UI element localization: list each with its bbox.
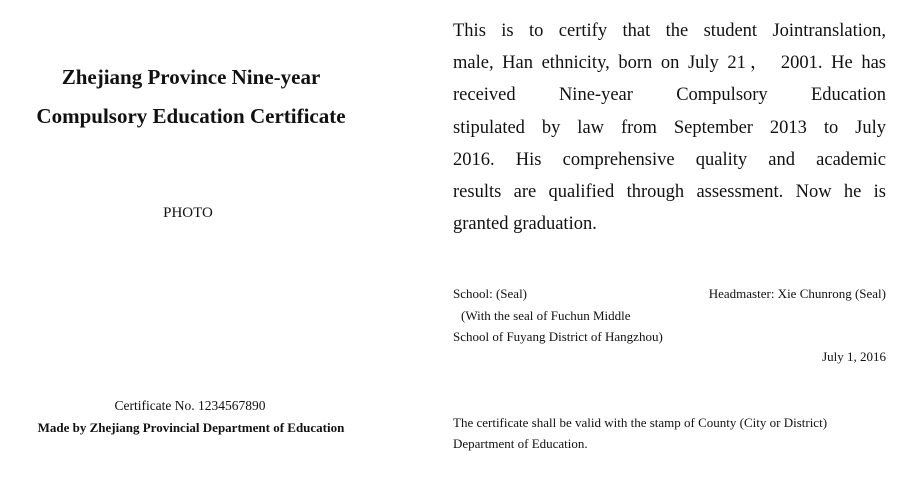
statement-line: granted graduation. — [453, 214, 597, 235]
certificate-title-line-1: Zhejiang Province Nine-year — [61, 65, 321, 89]
issuer-line: Made by Zhejiang Provincial Department of Education — [37, 420, 345, 435]
statement-line: male, Han ethnicity, born on July 21， 2001. He has — [453, 53, 886, 74]
school-seal-label: School: (Seal) — [453, 286, 528, 301]
validity-line-2: Department of Education. — [453, 436, 588, 451]
validity-note — [453, 412, 886, 454]
photo-placeholder: PHOTO — [163, 205, 213, 221]
statement-line: This is to certify that the student Jointranslation, — [453, 21, 886, 41]
certificate-title-line-2: Compulsory Education Certificate — [36, 104, 346, 128]
seal-note-line-1: (With the seal of Fuchun Middle — [461, 308, 631, 323]
statement-line: 2016. His comprehensive quality and academic — [453, 149, 886, 170]
certification-statement — [453, 15, 886, 240]
certificate-title — [0, 58, 382, 136]
validity-line-1: The certificate shall be valid with the stamp of County (City or District) — [453, 415, 828, 430]
statement-line: results are qualified through assessment. Now he is — [453, 182, 886, 203]
issue-date: July 1, 2016 — [822, 349, 886, 364]
statement-line: stipulated by law from September 2013 to July — [453, 117, 886, 138]
headmaster-signature: Headmaster: Xie Chunrong (Seal) — [708, 286, 886, 301]
certificate-number: Certificate No. 1234567890 — [114, 398, 266, 413]
certificate-right-page — [453, 0, 886, 492]
certificate-left-page — [0, 0, 410, 492]
statement-line: received Nine-year Compulsory Education — [453, 85, 886, 106]
seal-note — [453, 305, 753, 347]
seal-note-line-2: School of Fuyang District of Hangzhou) — [453, 329, 663, 344]
